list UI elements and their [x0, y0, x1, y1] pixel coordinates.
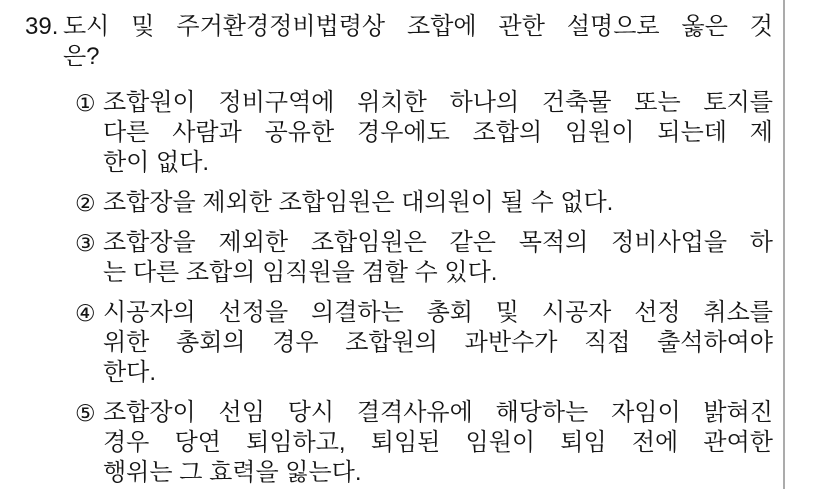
choice-line: 위한 총회의 경우 조합원의 과반수가 직접 출석하여야: [103, 329, 773, 356]
question-header: [25, 12, 773, 72]
column-divider: [783, 0, 785, 489]
question-block: [25, 12, 773, 488]
choice-line: 한다.: [103, 359, 157, 386]
choice-item-1: [75, 88, 773, 178]
choice-line: 조합장이 선임 당시 결격사유에 해당하는 자임이 밝혀진: [103, 399, 773, 426]
choice-text-1: [103, 88, 773, 178]
choice-text-3: [103, 228, 773, 288]
choice-text-4: [103, 298, 773, 388]
choice-line: 조합장을 제외한 조합임원은 같은 목적의 정비사업을 하: [103, 229, 773, 256]
question-line: 은?: [63, 43, 100, 70]
choice-line: 다른 사람과 공유한 경우에도 조합의 임원이 되는데 제: [103, 119, 773, 146]
choice-item-2: [75, 188, 773, 218]
question-line: 도시 및 주거환경정비법령상 조합에 관한 설명으로 옳은 것: [63, 13, 773, 40]
choice-line: 는 다른 조합의 임직원을 겸할 수 있다.: [103, 259, 498, 286]
choice-marker-4: ④: [75, 300, 96, 326]
choice-item-5: [75, 398, 773, 488]
choice-line: 시공자의 선정을 의결하는 총회 및 시공자 선정 취소를: [103, 299, 773, 326]
choice-text-5: [103, 398, 773, 488]
choice-line: 한이 없다.: [103, 149, 210, 176]
choice-marker-5: ⑤: [75, 400, 96, 426]
choice-line: 조합원이 정비구역에 위치한 하나의 건축물 또는 토지를: [103, 89, 773, 116]
choice-item-3: [75, 228, 773, 288]
choice-marker-1: ①: [75, 90, 96, 116]
choice-line: 경우 당연 퇴임하고, 퇴임된 임원이 퇴임 전에 관여한: [103, 429, 773, 456]
choice-item-4: [75, 298, 773, 388]
question-text: [63, 12, 773, 72]
choice-marker-3: ③: [75, 230, 96, 256]
choice-list: [75, 88, 773, 488]
question-number: 39.: [25, 13, 59, 40]
choice-text-2: [103, 188, 773, 218]
choice-marker-2: ②: [75, 190, 96, 216]
choice-line: 행위는 그 효력을 잃는다.: [103, 459, 362, 486]
choice-line: 조합장을 제외한 조합임원은 대의원이 될 수 없다.: [103, 189, 614, 216]
